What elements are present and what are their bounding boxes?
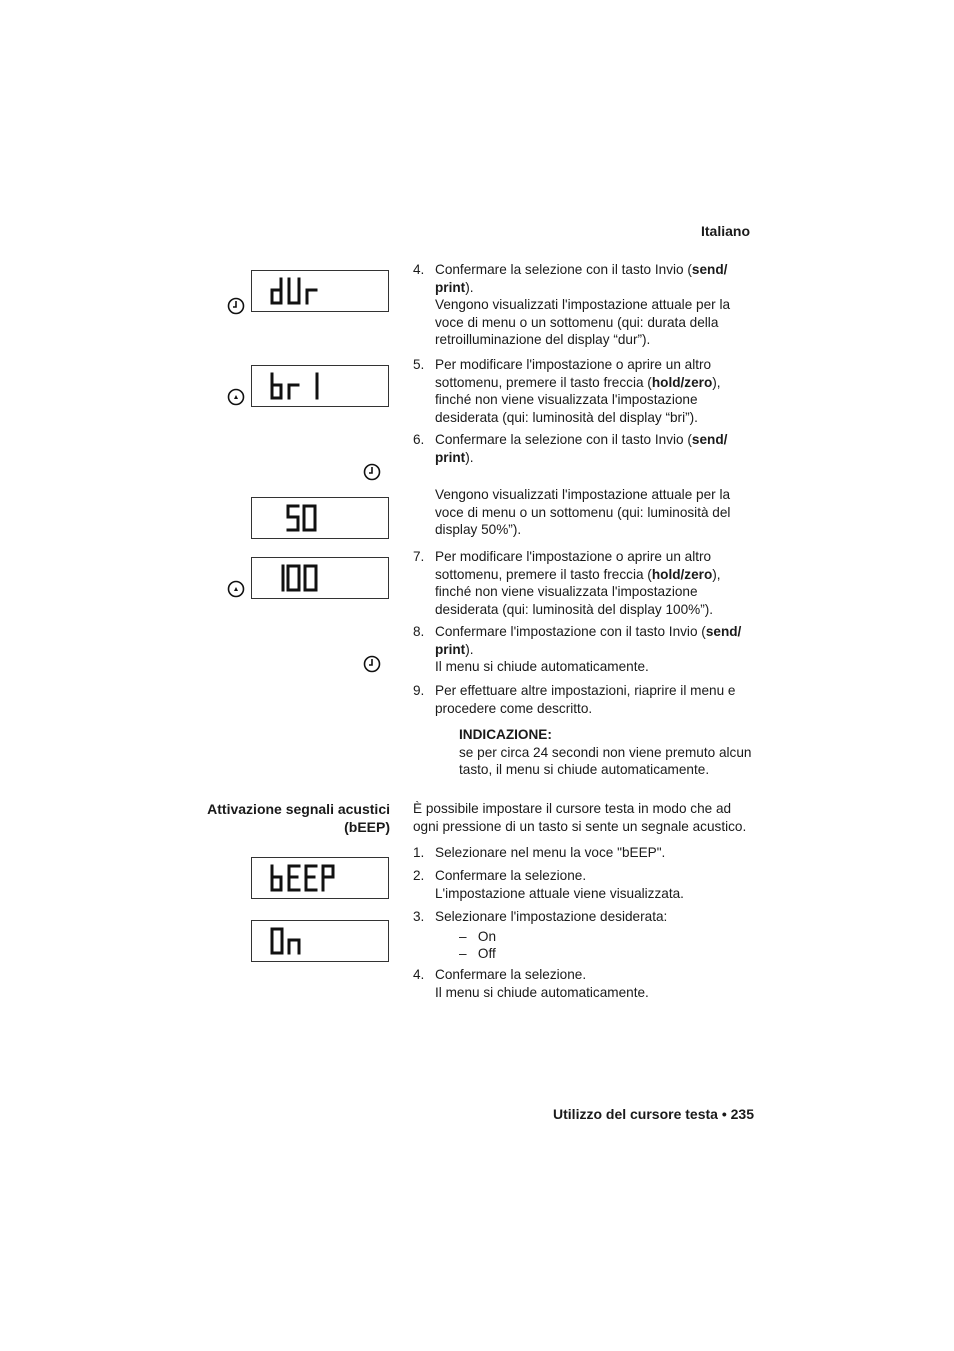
step-text: ). [465, 449, 474, 465]
step-number: 6. [413, 432, 425, 447]
clock-icon [363, 655, 381, 673]
key-name: send/ print [435, 624, 742, 657]
step-number: 5. [413, 357, 425, 372]
key-name: send/ print [435, 432, 728, 465]
step-text: Confermare la selezione con il tasto Invio ( [435, 262, 692, 277]
step-subtext: L'impostazione attuale viene visualizzata. [435, 885, 684, 901]
step-text: ). [465, 279, 474, 295]
step-number: 9. [413, 683, 425, 698]
lcd-text-bri [269, 372, 329, 400]
step-subtext: Il menu si chiude automaticamente. [435, 984, 649, 1000]
step-text: ). [465, 641, 474, 657]
list-item [413, 261, 758, 349]
lcd-display-50 [251, 497, 389, 539]
note-body: se per circa 24 secondi non viene premuto alcun tasto, il menu si chiude automaticamente. [459, 745, 752, 777]
step-text: ), finché non viene visualizzata l'impostazione desiderata (qui: luminosità del display 100%”). [435, 566, 721, 617]
step-text: Confermare la selezione. [435, 967, 587, 982]
step-text: Confermare l'impostazione con il tasto Invio ( [435, 624, 706, 639]
lcd-display-bri [251, 365, 389, 407]
list-item [413, 682, 758, 717]
section-heading: Attivazione segnali acustici (bEEP) [207, 801, 390, 835]
step-number: 1. [413, 845, 425, 860]
lcd-text-50 [269, 504, 329, 532]
step-number: 4. [413, 967, 425, 982]
step-text: Selezionare l'impostazione desiderata: [435, 909, 668, 924]
clock-icon [363, 463, 381, 481]
lcd-display-on [251, 920, 389, 962]
step-subtext: Vengono visualizzati l'impostazione attuale per la voce di menu o un sottomenu (qui: durata della retroilluminazione del display “dur”). [435, 297, 731, 347]
step-number: 8. [413, 624, 425, 639]
arrow-clock-icon [227, 580, 245, 598]
option-item: – On [459, 929, 497, 944]
step-number: 4. [413, 262, 425, 277]
option-item: – Off [459, 946, 496, 961]
list-item [413, 867, 758, 902]
step-text: Per effettuare altre impostazioni, riaprire il menu e procedere come descritto. [435, 683, 736, 716]
arrow-clock-icon [227, 388, 245, 406]
clock-icon [227, 297, 245, 315]
step-number: 3. [413, 909, 425, 924]
list-item [413, 356, 758, 426]
lcd-display-dur [251, 270, 389, 312]
list-item [413, 908, 758, 926]
lcd-text-100 [269, 564, 329, 592]
step-text: ), finché non viene visualizzata l'impostazione desiderata (qui: luminosità del display “bri”). [435, 374, 721, 425]
key-name: send/ print [435, 262, 728, 295]
option-label: On [477, 929, 497, 944]
step-text: Per modificare l'impostazione o aprire un altro sottomenu, premere il tasto freccia ( [435, 357, 712, 390]
step-subtext: Vengono visualizzati l'impostazione attuale per la voce di menu o un sottomenu (qui: luminosità del display 50%”). [435, 487, 731, 537]
page-footer: Utilizzo del cursore testa • 235 [553, 1106, 754, 1122]
step-number: 7. [413, 549, 425, 564]
list-item [413, 548, 758, 618]
list-item [413, 844, 758, 862]
option-label: Off [477, 946, 496, 961]
language-label: Italiano [700, 223, 750, 239]
step-number: 2. [413, 868, 425, 883]
note-title: INDICAZIONE: [459, 727, 552, 742]
lcd-text-beep [269, 864, 349, 892]
step-text: Per modificare l'impostazione o aprire un altro sottomenu, premere il tasto freccia ( [435, 549, 712, 582]
lcd-display-100 [251, 557, 389, 599]
list-item [413, 431, 758, 539]
lcd-text-dur [269, 277, 329, 305]
step-text: Selezionare nel menu la voce "bEEP". [435, 845, 666, 860]
section-intro: È possibile impostare il cursore testa in modo che ad ogni pressione di un tasto si sente un segnale acustico. [413, 801, 747, 834]
key-name: hold/zero [651, 374, 713, 390]
lcd-text-on [269, 927, 329, 955]
step-subtext: Il menu si chiude automaticamente. [435, 659, 649, 674]
lcd-display-beep [251, 857, 389, 899]
step-text: Confermare la selezione con il tasto Invio ( [435, 432, 692, 447]
key-name: hold/zero [651, 566, 713, 582]
step-text: Confermare la selezione. [435, 868, 587, 883]
list-item [413, 966, 758, 1001]
list-item [413, 623, 758, 676]
